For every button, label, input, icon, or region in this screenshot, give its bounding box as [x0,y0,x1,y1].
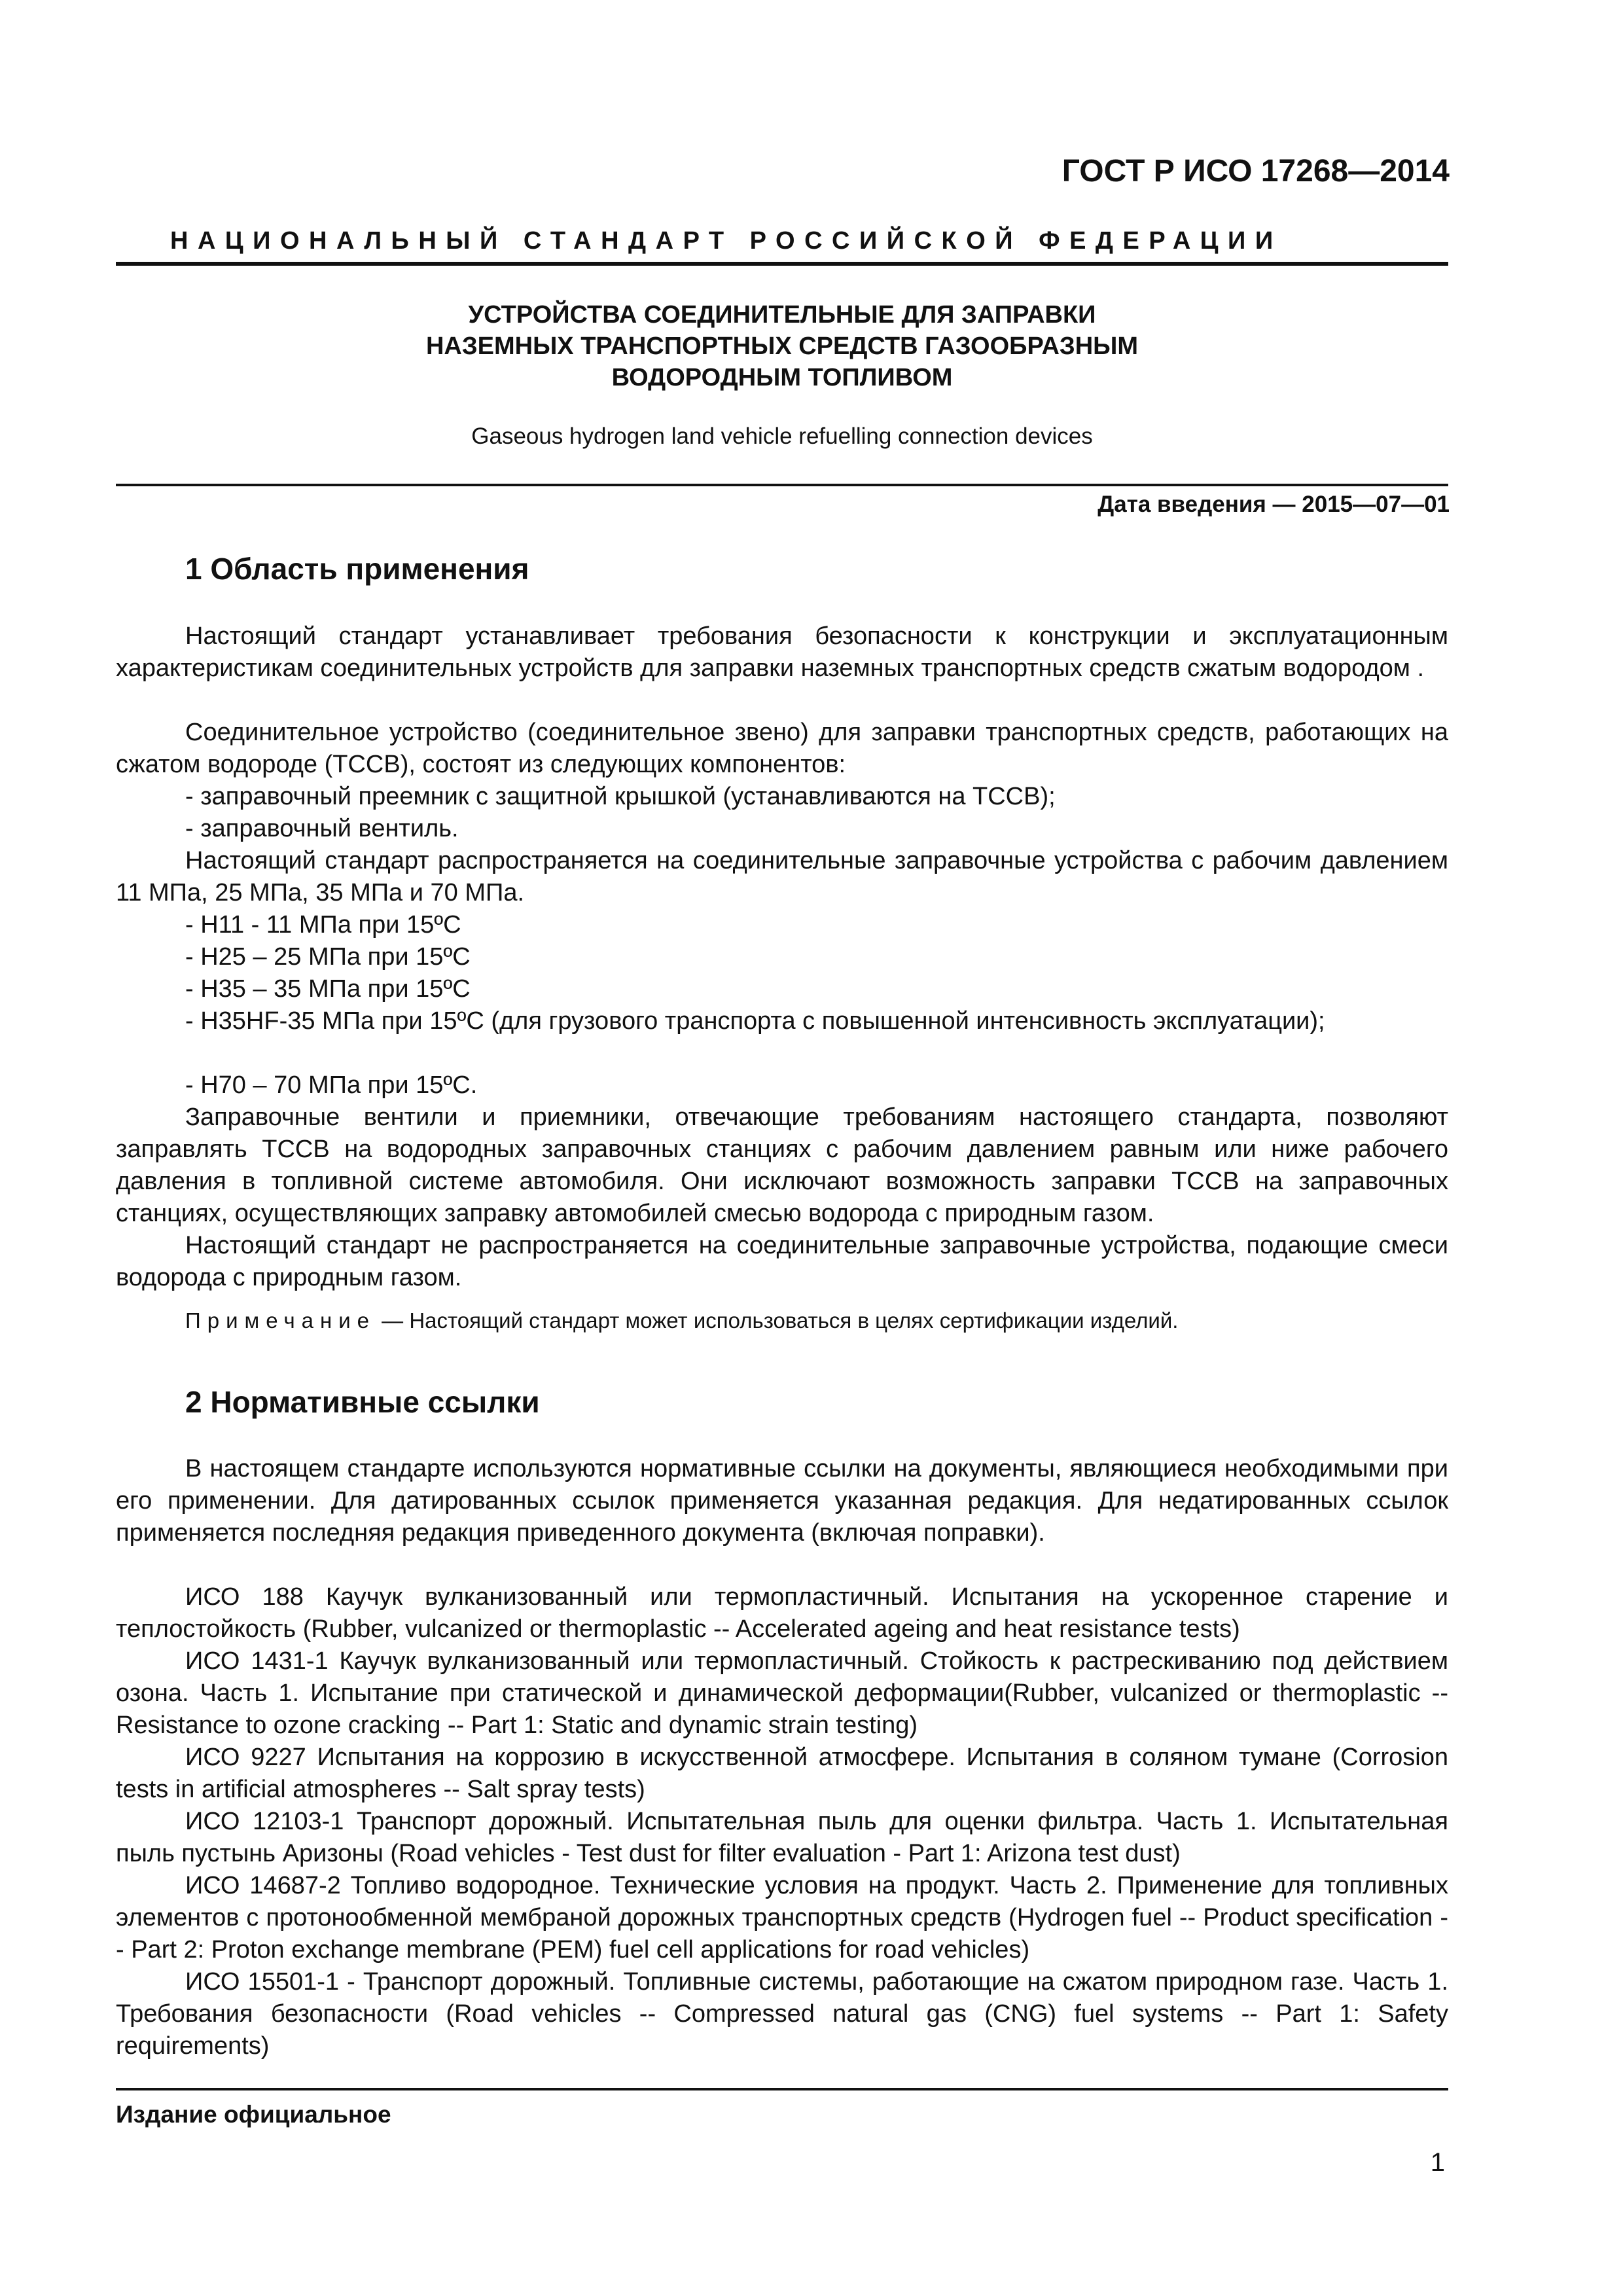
reference-item: ИСО 1431-1 Каучук вулканизованный или термопластичный. Стойкость к растрескиванию под действием озона. Часть 1. Испытание при статической и динамической деформации(Rubber, vulcanized or thermoplastic -- Resistance to ozone cracking -- Part 1: Static and dynamic strain testing) [116,1647,1448,1739]
official-edition-label: Издание официальное [116,2101,391,2128]
pressure-item: - H35 – 35 МПа при 15ºС [185,975,471,1003]
pressure-item: - H35HF-35 МПа при 15ºС (для грузового транспорта с повышенной интенсивность эксплуатации); [185,1007,1325,1035]
component-item: - заправочный преемник с защитной крышкой (устанавливаются на ТССВ); [185,783,1056,810]
note [185,1308,1178,1333]
standard-designation: ГОСТ Р ИСО 17268—2014 [1061,154,1450,188]
national-standard-banner: НАЦИОНАЛЬНЫЙ СТАНДАРТ РОССИЙСКОЙ ФЕДЕРАЦИИ [170,227,1283,255]
english-title: Gaseous hydrogen land vehicle refuelling connection devices [471,423,1093,449]
section-1-paragraph: Настоящий стандарт не распространяется на соединительные заправочные устройства, подающие смеси водорода с природным газом. [116,1232,1448,1291]
introduction-date: Дата введения — 2015—07—01 [1097,492,1450,517]
note-label: Примечание [185,1308,376,1333]
document-title [116,299,1448,393]
section-2-paragraph: В настоящем стандарте используются нормативные ссылки на документы, являющиеся необходимыми при его применении. Для датированных ссылок применяется указанная редакция. Для недатированных ссылок применяется последняя редакция приведенного документа (включая поправки). [116,1455,1448,1547]
reference-item: ИСО 9227 Испытания на коррозию в искусственной атмосфере. Испытания в соляном тумане (Corrosion tests in artificial atmospheres -- Salt spray tests) [116,1744,1448,1803]
note-text: — Настоящий стандарт может использоваться в целях сертификации изделий. [376,1308,1179,1333]
header-rule [116,262,1448,266]
title-rule [116,484,1448,486]
section-2-heading: 2 Нормативные ссылки [185,1385,540,1419]
pressure-item: - H70 – 70 МПа при 15ºС. [185,1071,478,1099]
component-item: - заправочный вентиль. [185,815,459,842]
section-1-paragraph: Соединительное устройство (соединительное звено) для заправки транспортных средств, работающих на сжатом водороде (ТССВ), состоят из следующих компонентов: [116,719,1448,778]
pressure-item: - H25 – 25 МПа при 15ºС [185,943,471,971]
pressure-item: - H11 - 11 МПа при 15ºС [185,911,461,939]
title-line: ВОДОРОДНЫМ ТОПЛИВОМ [611,364,953,391]
section-1-paragraph: Заправочные вентили и приемники, отвечающие требованиям настоящего стандарта, позволяют заправлять ТССВ на водородных заправочных станциях с рабочим давлением равным или ниже рабочего давления в топливной системе автомобиля. Они исключают возможность заправки ТССВ на заправочных станциях, осуществляющих заправку автомобилей смесью водорода с природным газом. [116,1103,1448,1227]
reference-item: ИСО 14687-2 Топливо водородное. Технические условия на продукт. Часть 2. Применение для топливных элементов с протонообменной мембраной дорожных транспортных средств (Hydrogen fuel -- Product specification -- Part 2: Proton exchange membrane (PEM) fuel cell applications for road vehicles) [116,1872,1448,1964]
footer-rule [116,2088,1448,2090]
title-line: УСТРОЙСТВА СОЕДИНИТЕЛЬНЫЕ ДЛЯ ЗАПРАВКИ [468,301,1096,329]
section-1-heading: 1 Область применения [185,552,529,586]
section-1-paragraph: Настоящий стандарт устанавливает требования безопасности к конструкции и эксплуатационным характеристикам соединительных устройств для заправки наземных транспортных средств сжатым водородом . [116,622,1448,682]
title-line: НАЗЕМНЫХ ТРАНСПОРТНЫХ СРЕДСТВ ГАЗООБРАЗНЫМ [425,332,1139,360]
section-1-paragraph: Настоящий стандарт распространяется на соединительные заправочные устройства с рабочим давлением 11 МПа, 25 МПа, 35 МПа и 70 МПа. [116,847,1448,906]
reference-item: ИСО 188 Каучук вулканизованный или термопластичный. Испытания на ускоренное старение и теплостойкость (Rubber, vulcanized or thermoplastic -- Accelerated ageing and heat resistance tests) [116,1583,1448,1643]
reference-item: ИСО 12103-1 Транспорт дорожный. Испытательная пыль для оценки фильтра. Часть 1. Испытательная пыль пустынь Аризоны (Road vehicles - Test dust for filter evaluation - Part 1: Arizona test dust) [116,1808,1448,1867]
page-number: 1 [1430,2148,1445,2177]
reference-item: ИСО 15501-1 - Транспорт дорожный. Топливные системы, работающие на сжатом природном газе. Часть 1. Требования безопасности (Road vehicles -- Compressed natural gas (CNG) fuel systems -- Part 1: Safety requirements) [116,1968,1448,2060]
